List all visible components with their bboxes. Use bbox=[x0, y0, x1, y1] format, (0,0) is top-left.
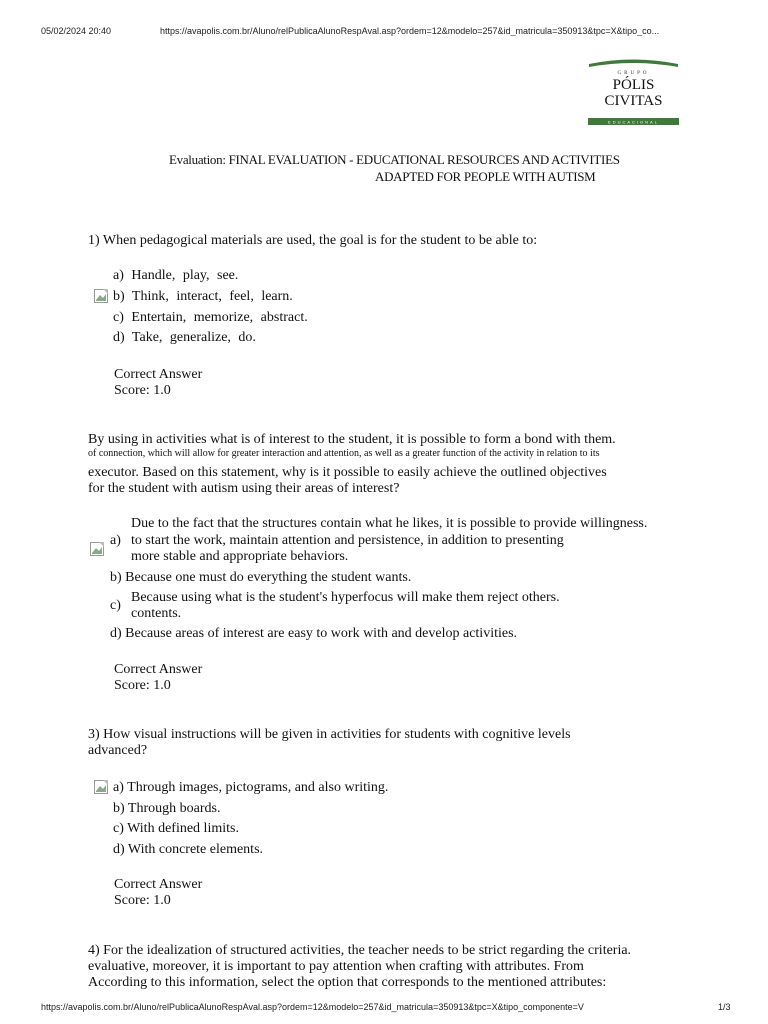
option-text-line1: Because using what is the student's hyperfocus will make them reject others. bbox=[131, 590, 560, 605]
option-text: Take, generalize, do. bbox=[131, 330, 256, 345]
option-text-line3: more stable and appropriate behaviors. bbox=[131, 549, 349, 564]
q2-score: Score: 1.0 bbox=[114, 678, 171, 693]
broken-image-icon bbox=[94, 289, 108, 303]
option-text: With concrete elements. bbox=[127, 842, 264, 857]
option-text: Handle, play, see. bbox=[131, 268, 239, 283]
question-3-text-line1: 3) How visual instructions will be given in activities for students with cognitive levels bbox=[88, 727, 571, 742]
q1-score: Score: 1.0 bbox=[114, 383, 171, 398]
logo-bottom-text: EDUCACIONAL bbox=[608, 119, 659, 125]
option-letter: b) bbox=[110, 570, 122, 585]
option-letter: a) bbox=[113, 780, 124, 795]
option-text: Because areas of interest are easy to work with and develop activities. bbox=[125, 626, 518, 641]
logo-top-text: GRUPO bbox=[617, 71, 650, 76]
broken-image-icon bbox=[90, 542, 104, 556]
option-text: Because one must do everything the student wants. bbox=[125, 570, 412, 585]
option-letter: b) bbox=[113, 801, 125, 816]
q1-status: Correct Answer bbox=[114, 367, 203, 382]
option-text: With defined limits. bbox=[127, 821, 239, 836]
q1-option-d[interactable] bbox=[113, 330, 256, 346]
evaluation-title-line1: Evaluation: FINAL EVALUATION - EDUCATIONAL RESOURCES AND ACTIVITIES bbox=[169, 152, 620, 167]
question-2-text-line3: executor. Based on this statement, why is it possible to easily achieve the outlined objectives bbox=[88, 465, 607, 480]
logo-line2: CIVITAS bbox=[604, 93, 663, 109]
q3-option-d[interactable] bbox=[113, 842, 263, 858]
q1-option-a[interactable] bbox=[113, 268, 238, 284]
print-footer-url: https://avapolis.com.br/Aluno/relPublicaAlunoRespAval.asp?ordem=12&modelo=257&id_matricula=350913&tpc=X&tipo_componente=V bbox=[41, 1002, 584, 1012]
option-letter: b) bbox=[113, 289, 125, 304]
question-4-text-line3: According to this information, select the option that corresponds to the mentioned attributes: bbox=[88, 975, 607, 990]
question-2-text-line1: By using in activities what is of interest to the student, it is possible to form a bond with them. bbox=[88, 432, 616, 447]
option-text: Through images, pictograms, and also writing. bbox=[127, 780, 389, 795]
polis-civitas-logo bbox=[587, 56, 680, 126]
q1-option-c[interactable] bbox=[113, 310, 308, 326]
option-letter: a) bbox=[110, 533, 121, 548]
option-text-line2: contents. bbox=[131, 606, 182, 621]
option-letter: c) bbox=[113, 821, 124, 836]
option-text: Through boards. bbox=[127, 801, 221, 816]
q3-option-b[interactable] bbox=[113, 801, 220, 817]
question-1-text: 1) When pedagogical materials are used, the goal is for the student to be able to: bbox=[88, 233, 538, 248]
option-text: Think, interact, feel, learn. bbox=[131, 289, 293, 304]
print-url: https://avapolis.com.br/Aluno/relPublicaAlunoRespAval.asp?ordem=12&modelo=257&id_matricula=350913&tpc=X&tipo_co... bbox=[160, 26, 660, 36]
option-letter: d) bbox=[113, 842, 125, 857]
q2-status: Correct Answer bbox=[114, 662, 203, 677]
logo-line1: PÓLIS bbox=[612, 77, 655, 93]
option-letter: a) bbox=[113, 268, 124, 283]
option-letter: d) bbox=[113, 330, 125, 345]
q3-score: Score: 1.0 bbox=[114, 893, 171, 908]
question-4-text-line1: 4) For the idealization of structured activities, the teacher needs to be strict regarding the criteria. bbox=[88, 943, 632, 958]
q3-status: Correct Answer bbox=[114, 877, 203, 892]
option-letter: d) bbox=[110, 626, 122, 641]
print-page-number: 1/3 bbox=[718, 1002, 731, 1012]
q3-option-a[interactable] bbox=[113, 780, 388, 796]
option-text-line2: to start the work, maintain attention and persistence, in addition to presenting bbox=[131, 533, 564, 548]
option-text-line1: Due to the fact that the structures contain what he likes, it is possible to provide willingness. bbox=[131, 516, 648, 531]
q2-option-b[interactable] bbox=[110, 570, 411, 586]
question-4-text-line2: evaluative, moreover, it is important to pay attention when crafting with attributes. From bbox=[88, 959, 584, 974]
broken-image-icon bbox=[94, 780, 108, 794]
option-letter: c) bbox=[113, 310, 124, 325]
print-datetime: 05/02/2024 20:40 bbox=[41, 26, 112, 36]
option-letter: c) bbox=[110, 598, 121, 613]
question-3-text-line2: advanced? bbox=[88, 743, 148, 758]
question-2-text-line2: of connection, which will allow for greater interaction and attention, as well as a greater function of the activity in relation to its bbox=[88, 448, 600, 459]
logo-graphic bbox=[587, 56, 680, 126]
q2-option-d[interactable] bbox=[110, 626, 517, 642]
option-text: Entertain, memorize, abstract. bbox=[131, 310, 308, 325]
question-2-text-line4: for the student with autism using their areas of interest? bbox=[88, 481, 400, 496]
q1-option-b[interactable] bbox=[113, 289, 293, 305]
evaluation-title-line2: ADAPTED FOR PEOPLE WITH AUTISM bbox=[375, 169, 596, 184]
q3-option-c[interactable] bbox=[113, 821, 239, 837]
